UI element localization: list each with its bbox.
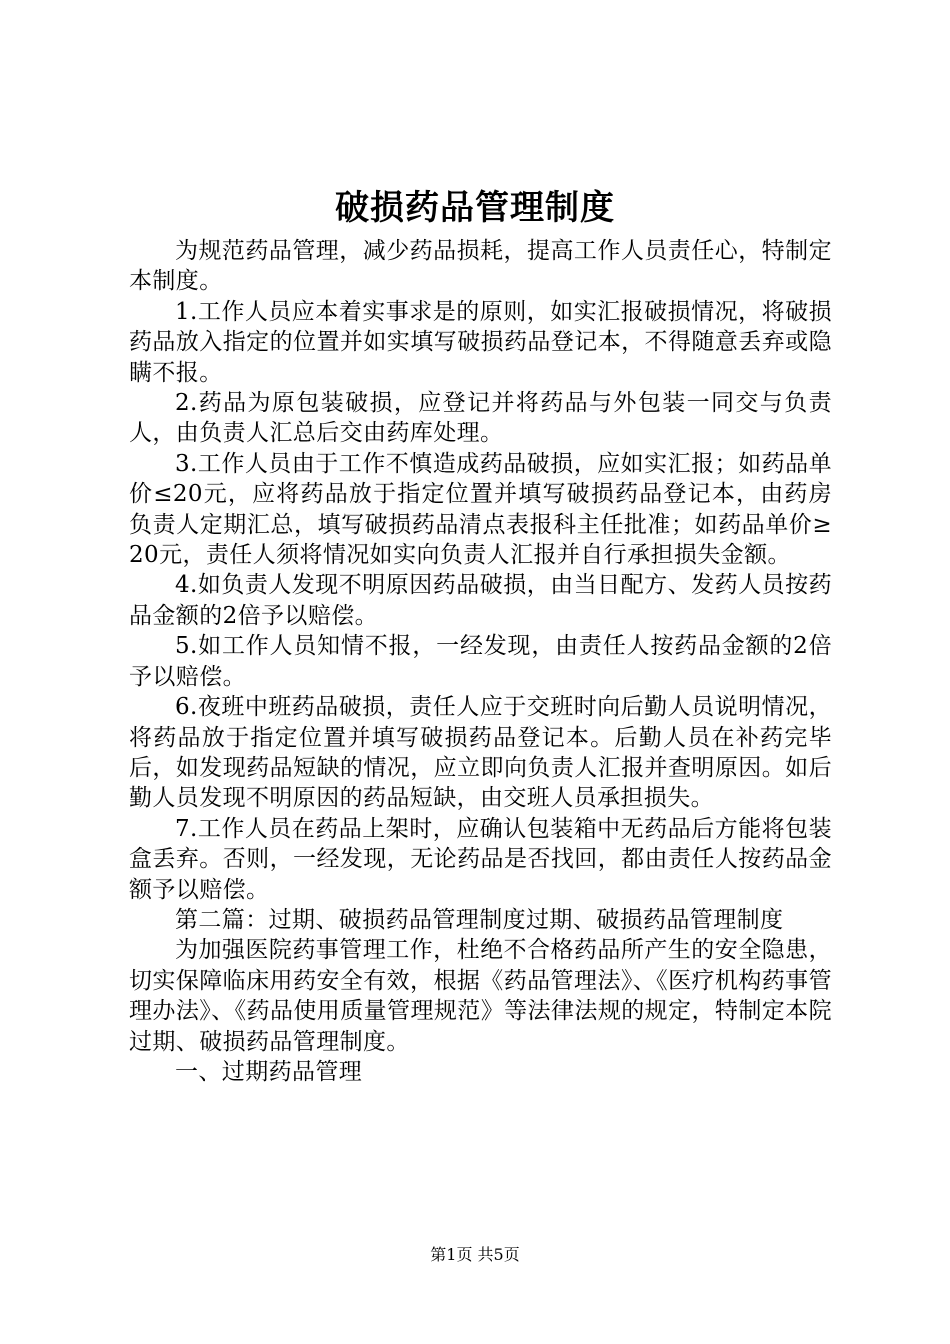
subsection-heading: 一、过期药品管理 (175, 1058, 363, 1085)
rule-1-paragraph: 1.工作人员应本着实事求是的原则，如实汇报破损情况，将破损药品放入指定的位置并如实填写破损药品登记本，不得随意丢弃或隐瞒不报。 (129, 298, 832, 386)
document-title: 破损药品管理制度 (335, 188, 615, 228)
rule-5-paragraph: 5.如工作人员知情不报，一经发现，由责任人按药品金额的2倍予以赔偿。 (129, 633, 832, 690)
rule-2-paragraph: 2.药品为原包装破损，应登记并将药品与外包装一同交与负责人，由负责人汇总后交由药库处理。 (129, 390, 832, 447)
page-number-footer: 第1页 共5页 (430, 1245, 520, 1264)
rule-3-paragraph: 3.工作人员由于工作不慎造成药品破损，应如实汇报；如药品单价≤20元，应将药品放于指定位置并填写破损药品登记本，由药房负责人定期汇总，填写破损药品清点表报科主任批准；如药品单价≥20元，责任人须将情况如实向负责人汇报并自行承担损失金额。 (129, 450, 832, 569)
intro-paragraph: 为规范药品管理，减少药品损耗，提高工作人员责任心，特制定本制度。 (129, 238, 832, 295)
section-2-intro-paragraph: 为加强医院药事管理工作，杜绝不合格药品所产生的安全隐患，切实保障临床用药安全有效，根据《药品管理法》、《医疗机构药事管理办法》、《药品使用质量管理规范》等法律法规的规定，特制定本院过期、破损药品管理制度。 (129, 937, 832, 1055)
rule-6-paragraph: 6.夜班中班药品破损，责任人应于交班时向后勤人员说明情况，将药品放于指定位置并填写破损药品登记本。后勤人员在补药完毕后，如发现药品短缺的情况，应立即向负责人汇报并查明原因。如后勤人员发现不明原因的药品短缺，由交班人员承担损失。 (129, 694, 832, 812)
section-2-heading: 第二篇：过期、破损药品管理制度过期、破损药品管理制度 (175, 906, 784, 933)
document-body (129, 236, 832, 1087)
rule-4-paragraph: 4.如负责人发现不明原因药品破损，由当日配方、发药人员按药品金额的2倍予以赔偿。 (129, 572, 832, 629)
rule-7-paragraph: 7.工作人员在药品上架时，应确认包装箱中无药品后方能将包装盒丢弃。否则，一经发现，无论药品是否找回，都由责任人按药品金额予以赔偿。 (129, 815, 832, 903)
